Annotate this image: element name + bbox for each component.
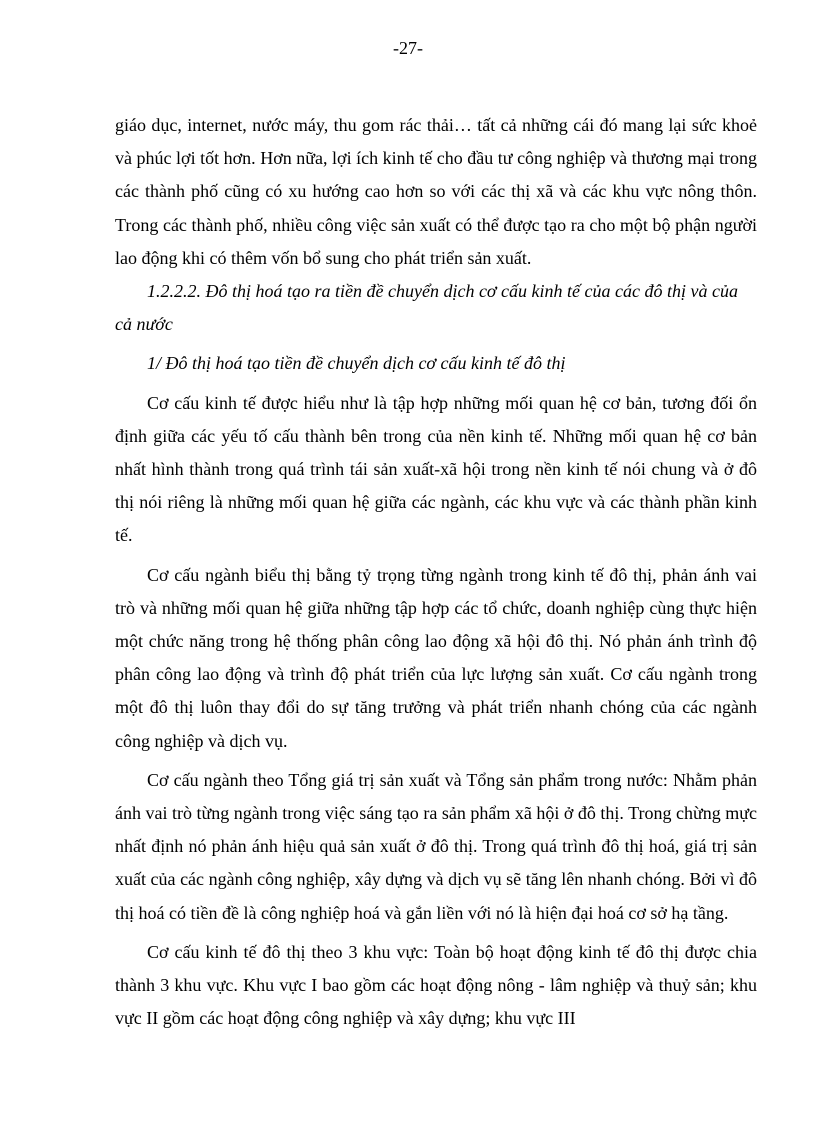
section-heading-1-2-2-2: 1.2.2.2. Đô thị hoá tạo ra tiền đề chuyển dịch cơ cấu kinh tế của các đô thị và của cả nước [115,281,738,335]
paragraph-continuation: giáo dục, internet, nước máy, thu gom rác thải… tất cả những cái đó mang lại sức khoẻ và phúc lợi tốt hơn. Hơn nữa, lợi ích kinh tế cho đầu tư công nghiệp và thương mại trong các thành phố cũng có xu hướng cao hơn so với các thị xã và các khu vực nông thôn. Trong các thành phố, nhiều công việc sản xuất có thể được tạo ra cho một bộ phận người lao động khi có thêm vốn bổ sung cho phát triển sản xuất. [115,115,757,268]
paragraph: Cơ cấu kinh tế được hiểu như là tập hợp những mối quan hệ cơ bản, tương đối ổn định giữa các yếu tố cấu thành bên trong của nền kinh tế. Những mối quan hệ cơ bản nhất hình thành trong quá trình tái sản xuất-xã hội trong nền kinh tế nói chung và ở đô thị nói riêng là những mối quan hệ giữa các ngành, các khu vực và các thành phần kinh tế. [115,392,757,546]
page-number: -27- [393,38,423,58]
subsection-heading-1: 1/ Đô thị hoá tạo tiền đề chuyển dịch cơ cấu kinh tế đô thị [147,353,566,374]
paragraph: Cơ cấu ngành biểu thị bằng tỷ trọng từng ngành trong kinh tế đô thị, phản ánh vai trò và những mối quan hệ giữa những tập hợp các tổ chức, doanh nghiệp cùng thực hiện một chức năng trong hệ thống phân công lao động xã hội đô thị. Nó phản ánh trình độ phân công lao động và trình độ phát triển của lực lượng sản xuất. Cơ cấu ngành trong một đô thị luôn thay đổi do sự tăng trưởng và phát triển nhanh chóng của các ngành công nghiệp và dịch vụ. [115,564,757,751]
paragraph: Cơ cấu ngành theo Tổng giá trị sản xuất và Tổng sản phẩm trong nước: Nhằm phản ánh vai trò từng ngành trong việc sáng tạo ra sản phẩm xã hội ở đô thị. Trong chừng mực nhất định nó phản ánh hiệu quả sản xuất ở đô thị. Trong quá trình đô thị hoá, giá trị sản xuất của các ngành công nghiệp, xây dựng và dịch vụ sẽ tăng lên nhanh chóng. Bởi vì đô thị hoá có tiền đề là công nghiệp hoá và gắn liền với nó là hiện đại hoá cơ sở hạ tầng. [115,769,757,923]
document-body [115,109,757,1035]
paragraph: Cơ cấu kinh tế đô thị theo 3 khu vực: Toàn bộ hoạt động kinh tế đô thị được chia thành 3 khu vực. Khu vực I bao gồm các hoạt động nông - lâm nghiệp và thuỷ sản; khu vực II gồm các hoạt động công nghiệp và xây dựng; khu vực III [115,941,757,1029]
